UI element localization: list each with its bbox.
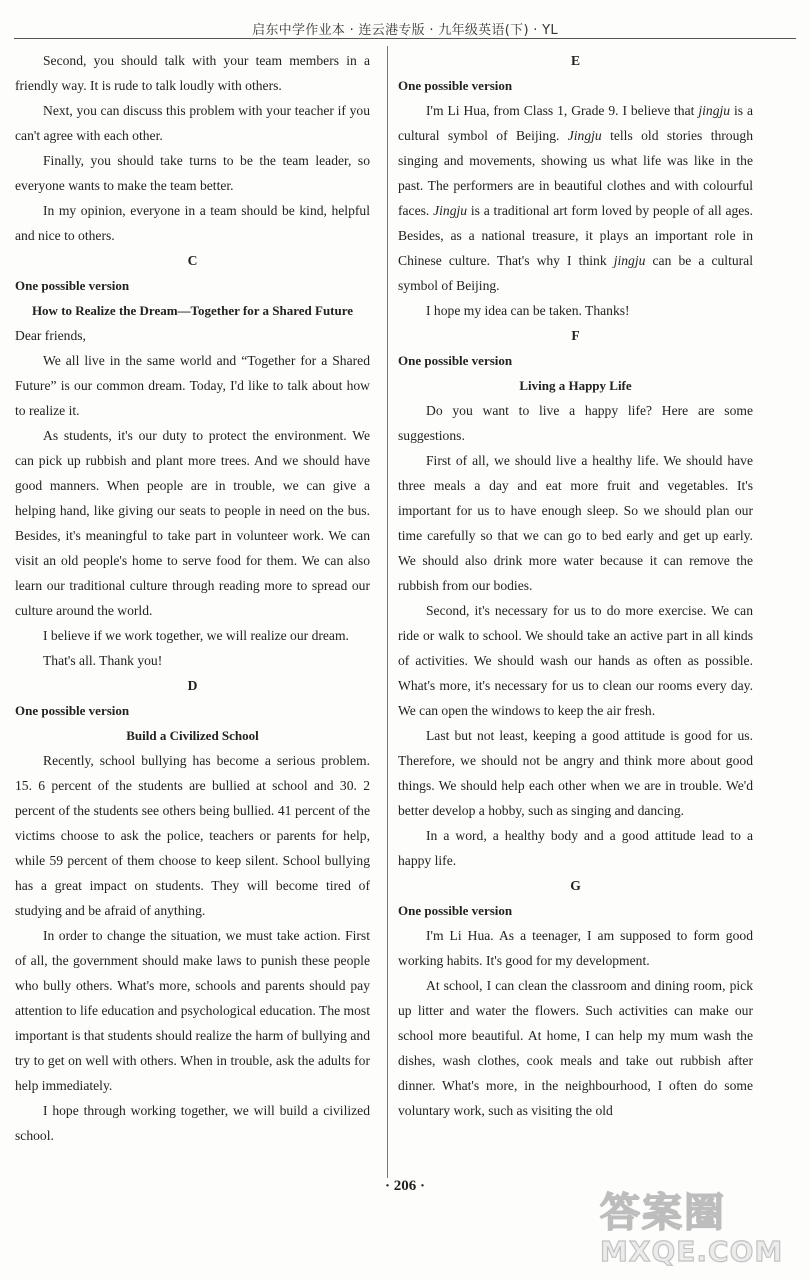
column-divider [387, 46, 388, 1178]
version-label: One possible version [398, 353, 513, 368]
f-paragraph: In a word, a healthy body and a good attitude lead to a happy life. [398, 828, 753, 868]
b-paragraph: Second, you should talk with your team members in a friendly way. It is rude to talk loudly with others. [15, 53, 370, 93]
right-column [398, 48, 753, 1123]
italic-word: jingju [698, 103, 731, 118]
page-number: · 206 · [384, 1178, 425, 1194]
left-column [15, 48, 370, 1148]
section-letter-c: C [187, 253, 198, 268]
watermark-char: 圈 [684, 1190, 724, 1236]
section-letter-f: F [571, 328, 580, 343]
italic-word: Jingju [567, 128, 602, 143]
g-paragraph: At school, I can clean the classroom and dining room, pick up litter and water the flowers. Such activities can make our school more beautiful. At home, I can help my mum wash the dishes, wash clothes, cook meals and take out rubbish after dinner. What's more, in the neighbourhood, I often do some voluntary work, such as visiting the old [398, 978, 753, 1118]
d-paragraph: I hope through working together, we will build a civilized school. [15, 1103, 370, 1143]
c-paragraph: That's all. Thank you! [43, 653, 163, 668]
greeting: Dear friends, [15, 328, 86, 343]
c-paragraph: We all live in the same world and “Together for a Shared Future” is our common dream. Today, I'd like to talk about how to realize it. [15, 353, 370, 418]
essay-title-c: How to Realize the Dream—Together for a Shared Future [31, 303, 354, 318]
section-letter-g: G [570, 878, 581, 893]
watermark-logo [600, 1190, 800, 1275]
watermark-char: 答 [600, 1190, 640, 1236]
version-label: One possible version [398, 903, 513, 918]
c-paragraph: I believe if we work together, we will realize our dream. [43, 628, 349, 643]
b-paragraph: Finally, you should take turns to be the team leader, so everyone wants to make the team better. [15, 153, 370, 193]
f-paragraph: Do you want to live a happy life? Here are some suggestions. [398, 403, 753, 443]
essay-title-f: Living a Happy Life [519, 378, 632, 393]
section-letter-d: D [187, 678, 198, 693]
c-paragraph: As students, it's our duty to protect the environment. We can pick up rubbish and plant more trees. And we should have good manners. When people are in trouble, we can give a helping hand, like giving our seats to people in need on the bus. Besides, it's meaningful to take part in volunteer work. We can visit an old people's home to serve food for them. We can also learn our traditional culture through reading more to spread our culture around the world. [15, 428, 370, 618]
e-paragraph: I'm Li Hua, from Class 1, Grade 9. I believe that jingju is a cultural symbol of Beijing. Jingju tells old stories through singing and movements, showing us what life was like in the past. The performers are in beautiful clothes and with colourful faces. Jingju is a traditional art form loved by people of all ages. Besides, as a national treasure, it plays an important role in Chinese culture. That's why I think jingju can be a cultural symbol of Beijing. [398, 103, 753, 293]
f-paragraph: First of all, we should live a healthy life. We should have three meals a day and eat more fruit and vegetables. It's important for us to have enough sleep. So we should plan our time carefully so that we can go to bed early and get up early. We should also drink more water because it can remove the rubbish from our bodies. [398, 453, 753, 593]
version-label: One possible version [15, 278, 130, 293]
f-paragraph: Last but not least, keeping a good attitude is good for us. Therefore, we should not be angry and think more about good things. We should help each other when we are in trouble. We'd better develop a hobby, such as singing and dancing. [398, 728, 753, 818]
book-title: 启东中学作业本 · 连云港专版 · 九年级英语(下) · YL [252, 23, 558, 38]
f-paragraph: Second, it's necessary for us to do more exercise. We can ride or walk to school. We should take an active part in all kinds of activities. We should wash our hands as often as possible. What's more, it's necessary for us to clean our rooms every day. We can open the windows to keep the air fresh. [398, 603, 753, 718]
b-paragraph: Next, you can discuss this problem with your teacher if you can't agree with each other. [15, 103, 370, 143]
version-label: One possible version [398, 78, 513, 93]
d-paragraph: Recently, school bullying has become a serious problem. 15. 6 percent of the students are bullied at school and 30. 2 percent of the students see others being bullied. 41 percent of the victims choose to ask the police, teachers or parents for help, while 59 percent of them choose to keep silent. School bullying has a great impact on students. They will become tired of studying and be afraid of anything. [15, 753, 370, 918]
e-paragraph: I hope my idea can be taken. Thanks! [426, 303, 630, 318]
page-header [0, 0, 810, 40]
d-paragraph: In order to change the situation, we must take action. First of all, the government should make laws to punish these people who bully others. What's more, schools and parents should pay attention to life education and psychological education. The most important is that students should realize the harm of bullying and try to get on well with others. When in trouble, ask the adults for help immediately. [15, 928, 370, 1093]
watermark-char: 案 [642, 1190, 682, 1236]
header-rule [14, 38, 796, 39]
version-label: One possible version [15, 703, 130, 718]
essay-title-d: Build a Civilized School [126, 728, 259, 743]
italic-word: jingju [613, 253, 646, 268]
italic-word: Jingju [433, 203, 468, 218]
section-letter-e: E [570, 53, 581, 68]
watermark-url: MXQE.COM [600, 1235, 784, 1268]
g-paragraph: I'm Li Hua. As a teenager, I am supposed to form good working habits. It's good for my development. [398, 928, 753, 968]
b-paragraph: In my opinion, everyone in a team should be kind, helpful and nice to others. [15, 203, 370, 243]
